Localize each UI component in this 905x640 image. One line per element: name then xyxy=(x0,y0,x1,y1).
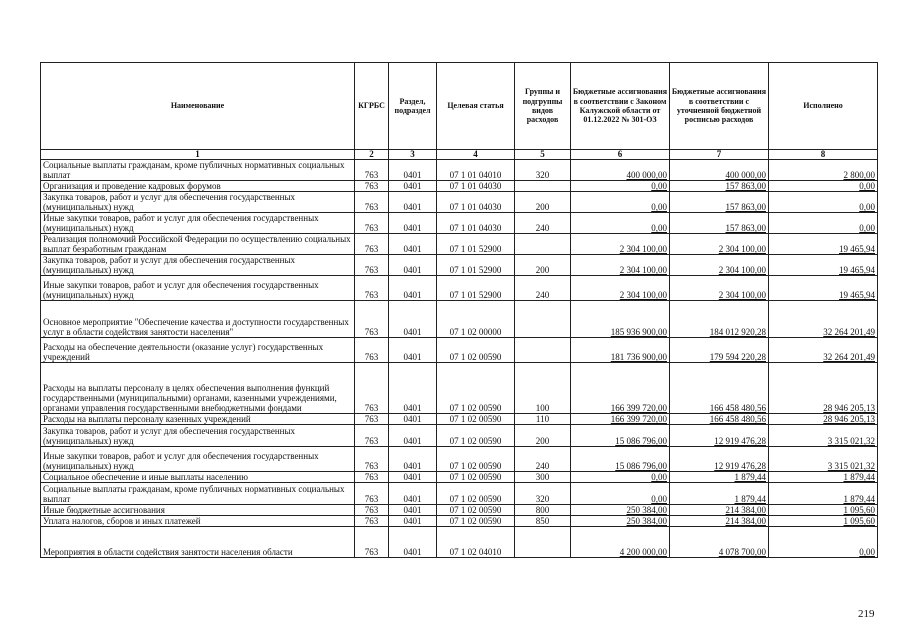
table-row xyxy=(41,414,878,425)
table-row xyxy=(41,516,878,527)
table-row xyxy=(41,213,878,234)
row-executed-cell: 0,00 xyxy=(769,213,878,234)
row-section-cell: 0401 xyxy=(389,483,437,505)
row-budget-refined-cell: 179 594 220,28 xyxy=(670,338,769,363)
row-group-cell: 320 xyxy=(515,160,571,181)
row-budget-refined-cell: 1 879,44 xyxy=(670,483,769,505)
row-budget-refined-cell: 12 919 476,28 xyxy=(670,425,769,447)
row-section-cell: 0401 xyxy=(389,516,437,527)
row-name-cell: Расходы на выплаты персоналу казенных учреждений xyxy=(41,414,355,425)
row-kgrbs-cell: 763 xyxy=(355,255,389,276)
row-budget-law-cell: 0,00 xyxy=(571,192,670,213)
header-budget-refined: Бюджетные ассигнования в соответствии с уточненной бюджетной росписью расходов xyxy=(670,63,769,150)
row-budget-refined-cell: 2 304 100,00 xyxy=(670,255,769,276)
row-name-cell: Закупка товаров, работ и услуг для обеспечения государственных (муниципальных) нужд xyxy=(41,192,355,213)
row-group-cell: 240 xyxy=(515,276,571,301)
row-target-cell: 07 1 02 00590 xyxy=(437,472,515,483)
row-kgrbs-cell: 763 xyxy=(355,425,389,447)
row-executed-cell: 1 879,44 xyxy=(769,483,878,505)
row-budget-law-cell: 250 384,00 xyxy=(571,516,670,527)
row-budget-refined-cell: 166 458 480,56 xyxy=(670,363,769,414)
row-executed-cell: 19 465,94 xyxy=(769,276,878,301)
table-row xyxy=(41,276,878,301)
row-budget-law-cell: 0,00 xyxy=(571,181,670,192)
row-budget-law-cell: 15 086 796,00 xyxy=(571,447,670,472)
row-kgrbs-cell: 763 xyxy=(355,505,389,516)
row-budget-refined-cell: 400 000,00 xyxy=(670,160,769,181)
row-executed-cell: 32 264 201,49 xyxy=(769,301,878,338)
row-section-cell: 0401 xyxy=(389,447,437,472)
row-kgrbs-cell: 763 xyxy=(355,483,389,505)
row-section-cell: 0401 xyxy=(389,276,437,301)
row-kgrbs-cell: 763 xyxy=(355,160,389,181)
column-number: 8 xyxy=(769,150,878,160)
row-section-cell: 0401 xyxy=(389,414,437,425)
row-kgrbs-cell: 763 xyxy=(355,181,389,192)
row-executed-cell: 0,00 xyxy=(769,527,878,558)
header-budget-law: Бюджетные ассигнования в соответствии с Законом Калужской области от 01.12.2022 № 301-ОЗ xyxy=(571,63,670,150)
row-kgrbs-cell: 763 xyxy=(355,213,389,234)
row-section-cell: 0401 xyxy=(389,505,437,516)
table-row xyxy=(41,338,878,363)
row-name-cell: Социальное обеспечение и иные выплаты населению xyxy=(41,472,355,483)
row-section-cell: 0401 xyxy=(389,213,437,234)
row-group-cell xyxy=(515,181,571,192)
row-budget-refined-cell: 2 304 100,00 xyxy=(670,276,769,301)
row-kgrbs-cell: 763 xyxy=(355,472,389,483)
row-executed-cell: 0,00 xyxy=(769,192,878,213)
row-executed-cell: 19 465,94 xyxy=(769,255,878,276)
row-name-cell: Основное мероприятие "Обеспечение качества и доступности государственных услуг в области содействия занятости населения" xyxy=(41,301,355,338)
row-name-cell: Расходы на выплаты персоналу в целях обеспечения выполнения функций государственными (муниципальными) органами, казенными учреждениями, органами управления государственными внебюджетными фондами xyxy=(41,363,355,414)
table-header-row xyxy=(41,63,878,150)
row-group-cell xyxy=(515,338,571,363)
row-budget-law-cell: 0,00 xyxy=(571,213,670,234)
row-budget-law-cell: 181 736 900,00 xyxy=(571,338,670,363)
row-kgrbs-cell: 763 xyxy=(355,234,389,255)
table-row xyxy=(41,160,878,181)
row-section-cell: 0401 xyxy=(389,192,437,213)
row-target-cell: 07 1 01 04010 xyxy=(437,160,515,181)
table-row xyxy=(41,192,878,213)
row-name-cell: Иные закупки товаров, работ и услуг для обеспечения государственных (муниципальных) нужд xyxy=(41,276,355,301)
column-number: 3 xyxy=(389,150,437,160)
header-kgrbs: КГРБС xyxy=(355,63,389,150)
row-executed-cell: 3 315 021,32 xyxy=(769,447,878,472)
row-group-cell xyxy=(515,234,571,255)
row-section-cell: 0401 xyxy=(389,234,437,255)
table-row xyxy=(41,425,878,447)
row-kgrbs-cell: 763 xyxy=(355,527,389,558)
row-target-cell: 07 1 01 04030 xyxy=(437,213,515,234)
budget-table-sheet xyxy=(40,62,877,558)
row-target-cell: 07 1 01 52900 xyxy=(437,234,515,255)
budget-execution-table xyxy=(40,62,878,558)
row-section-cell: 0401 xyxy=(389,338,437,363)
row-name-cell: Организация и проведение кадровых форумов xyxy=(41,181,355,192)
row-target-cell: 07 1 02 00590 xyxy=(437,483,515,505)
row-budget-refined-cell: 12 919 476,28 xyxy=(670,447,769,472)
row-group-cell: 800 xyxy=(515,505,571,516)
row-group-cell: 240 xyxy=(515,213,571,234)
column-number: 4 xyxy=(437,150,515,160)
table-row xyxy=(41,447,878,472)
row-budget-refined-cell: 184 012 920,28 xyxy=(670,301,769,338)
column-number-row xyxy=(41,150,878,160)
row-group-cell: 320 xyxy=(515,483,571,505)
table-row xyxy=(41,505,878,516)
row-kgrbs-cell: 763 xyxy=(355,363,389,414)
row-section-cell: 0401 xyxy=(389,160,437,181)
row-name-cell: Закупка товаров, работ и услуг для обеспечения государственных (муниципальных) нужд xyxy=(41,255,355,276)
table-row xyxy=(41,363,878,414)
row-kgrbs-cell: 763 xyxy=(355,301,389,338)
row-executed-cell: 0,00 xyxy=(769,181,878,192)
row-name-cell: Иные закупки товаров, работ и услуг для обеспечения государственных (муниципальных) нужд xyxy=(41,213,355,234)
row-budget-refined-cell: 166 458 480,56 xyxy=(670,414,769,425)
header-executed: Исполнено xyxy=(769,63,878,150)
row-budget-law-cell: 166 399 720,00 xyxy=(571,363,670,414)
row-executed-cell: 2 800,00 xyxy=(769,160,878,181)
row-budget-law-cell: 2 304 100,00 xyxy=(571,255,670,276)
row-budget-refined-cell: 157 863,00 xyxy=(670,181,769,192)
row-name-cell: Социальные выплаты гражданам, кроме публичных нормативных социальных выплат xyxy=(41,483,355,505)
row-target-cell: 07 1 01 52900 xyxy=(437,276,515,301)
row-target-cell: 07 1 01 52900 xyxy=(437,255,515,276)
row-executed-cell: 19 465,94 xyxy=(769,234,878,255)
row-section-cell: 0401 xyxy=(389,527,437,558)
row-section-cell: 0401 xyxy=(389,255,437,276)
row-name-cell: Социальные выплаты гражданам, кроме публичных нормативных социальных выплат xyxy=(41,160,355,181)
row-executed-cell: 28 946 205,13 xyxy=(769,414,878,425)
page-number: 219 xyxy=(858,608,875,620)
row-name-cell: Уплата налогов, сборов и иных платежей xyxy=(41,516,355,527)
row-target-cell: 07 1 02 00000 xyxy=(437,301,515,338)
row-group-cell: 100 xyxy=(515,363,571,414)
table-row xyxy=(41,472,878,483)
row-budget-refined-cell: 214 384,00 xyxy=(670,505,769,516)
row-target-cell: 07 1 02 00590 xyxy=(437,425,515,447)
row-target-cell: 07 1 02 00590 xyxy=(437,363,515,414)
row-budget-refined-cell: 214 384,00 xyxy=(670,516,769,527)
row-budget-refined-cell: 1 879,44 xyxy=(670,472,769,483)
row-group-cell: 110 xyxy=(515,414,571,425)
row-executed-cell: 1 095,60 xyxy=(769,505,878,516)
row-kgrbs-cell: 763 xyxy=(355,516,389,527)
row-target-cell: 07 1 02 00590 xyxy=(437,414,515,425)
row-target-cell: 07 1 02 00590 xyxy=(437,447,515,472)
row-budget-law-cell: 400 000,00 xyxy=(571,160,670,181)
table-row xyxy=(41,234,878,255)
row-budget-law-cell: 250 384,00 xyxy=(571,505,670,516)
row-group-cell: 850 xyxy=(515,516,571,527)
row-budget-law-cell: 0,00 xyxy=(571,472,670,483)
row-group-cell: 200 xyxy=(515,425,571,447)
header-groups: Группы и подгруппы видов расходов xyxy=(515,63,571,150)
row-group-cell xyxy=(515,301,571,338)
row-group-cell: 300 xyxy=(515,472,571,483)
column-number: 2 xyxy=(355,150,389,160)
row-kgrbs-cell: 763 xyxy=(355,447,389,472)
row-budget-law-cell: 0,00 xyxy=(571,483,670,505)
row-name-cell: Расходы на обеспечение деятельности (оказание услуг) государственных учреждений xyxy=(41,338,355,363)
row-name-cell: Иные закупки товаров, работ и услуг для обеспечения государственных (муниципальных) нужд xyxy=(41,447,355,472)
row-section-cell: 0401 xyxy=(389,472,437,483)
row-executed-cell: 32 264 201,49 xyxy=(769,338,878,363)
row-executed-cell: 1 095,60 xyxy=(769,516,878,527)
row-budget-law-cell: 185 936 900,00 xyxy=(571,301,670,338)
column-number: 1 xyxy=(41,150,355,160)
row-budget-refined-cell: 2 304 100,00 xyxy=(670,234,769,255)
row-target-cell: 07 1 02 00590 xyxy=(437,338,515,363)
row-group-cell xyxy=(515,527,571,558)
row-target-cell: 07 1 01 04030 xyxy=(437,192,515,213)
row-name-cell: Реализация полномочий Российской Федерации по осуществлению социальных выплат безработным гражданам xyxy=(41,234,355,255)
row-section-cell: 0401 xyxy=(389,363,437,414)
row-executed-cell: 1 879,44 xyxy=(769,472,878,483)
row-target-cell: 07 1 02 00590 xyxy=(437,516,515,527)
table-row xyxy=(41,301,878,338)
row-group-cell: 200 xyxy=(515,255,571,276)
row-name-cell: Мероприятия в области содействия занятости населения области xyxy=(41,527,355,558)
header-target: Целевая статья xyxy=(437,63,515,150)
table-row xyxy=(41,483,878,505)
row-budget-law-cell: 166 399 720,00 xyxy=(571,414,670,425)
table-row xyxy=(41,255,878,276)
row-kgrbs-cell: 763 xyxy=(355,276,389,301)
row-budget-refined-cell: 4 078 700,00 xyxy=(670,527,769,558)
column-number: 6 xyxy=(571,150,670,160)
row-section-cell: 0401 xyxy=(389,181,437,192)
row-kgrbs-cell: 763 xyxy=(355,192,389,213)
row-budget-law-cell: 2 304 100,00 xyxy=(571,234,670,255)
table-row xyxy=(41,527,878,558)
row-kgrbs-cell: 763 xyxy=(355,338,389,363)
row-group-cell: 240 xyxy=(515,447,571,472)
row-target-cell: 07 1 02 00590 xyxy=(437,505,515,516)
row-group-cell: 200 xyxy=(515,192,571,213)
row-budget-law-cell: 15 086 796,00 xyxy=(571,425,670,447)
row-kgrbs-cell: 763 xyxy=(355,414,389,425)
column-number: 7 xyxy=(670,150,769,160)
row-section-cell: 0401 xyxy=(389,425,437,447)
header-name: Наименование xyxy=(41,63,355,150)
column-number: 5 xyxy=(515,150,571,160)
table-row xyxy=(41,181,878,192)
row-name-cell: Закупка товаров, работ и услуг для обеспечения государственных (муниципальных) нужд xyxy=(41,425,355,447)
header-section: Раздел, подраздел xyxy=(389,63,437,150)
row-executed-cell: 3 315 021,32 xyxy=(769,425,878,447)
row-budget-refined-cell: 157 863,00 xyxy=(670,213,769,234)
row-target-cell: 07 1 02 04010 xyxy=(437,527,515,558)
row-section-cell: 0401 xyxy=(389,301,437,338)
row-target-cell: 07 1 01 04030 xyxy=(437,181,515,192)
row-executed-cell: 28 946 205,13 xyxy=(769,363,878,414)
row-budget-law-cell: 4 200 000,00 xyxy=(571,527,670,558)
row-budget-refined-cell: 157 863,00 xyxy=(670,192,769,213)
row-name-cell: Иные бюджетные ассигнования xyxy=(41,505,355,516)
row-budget-law-cell: 2 304 100,00 xyxy=(571,276,670,301)
